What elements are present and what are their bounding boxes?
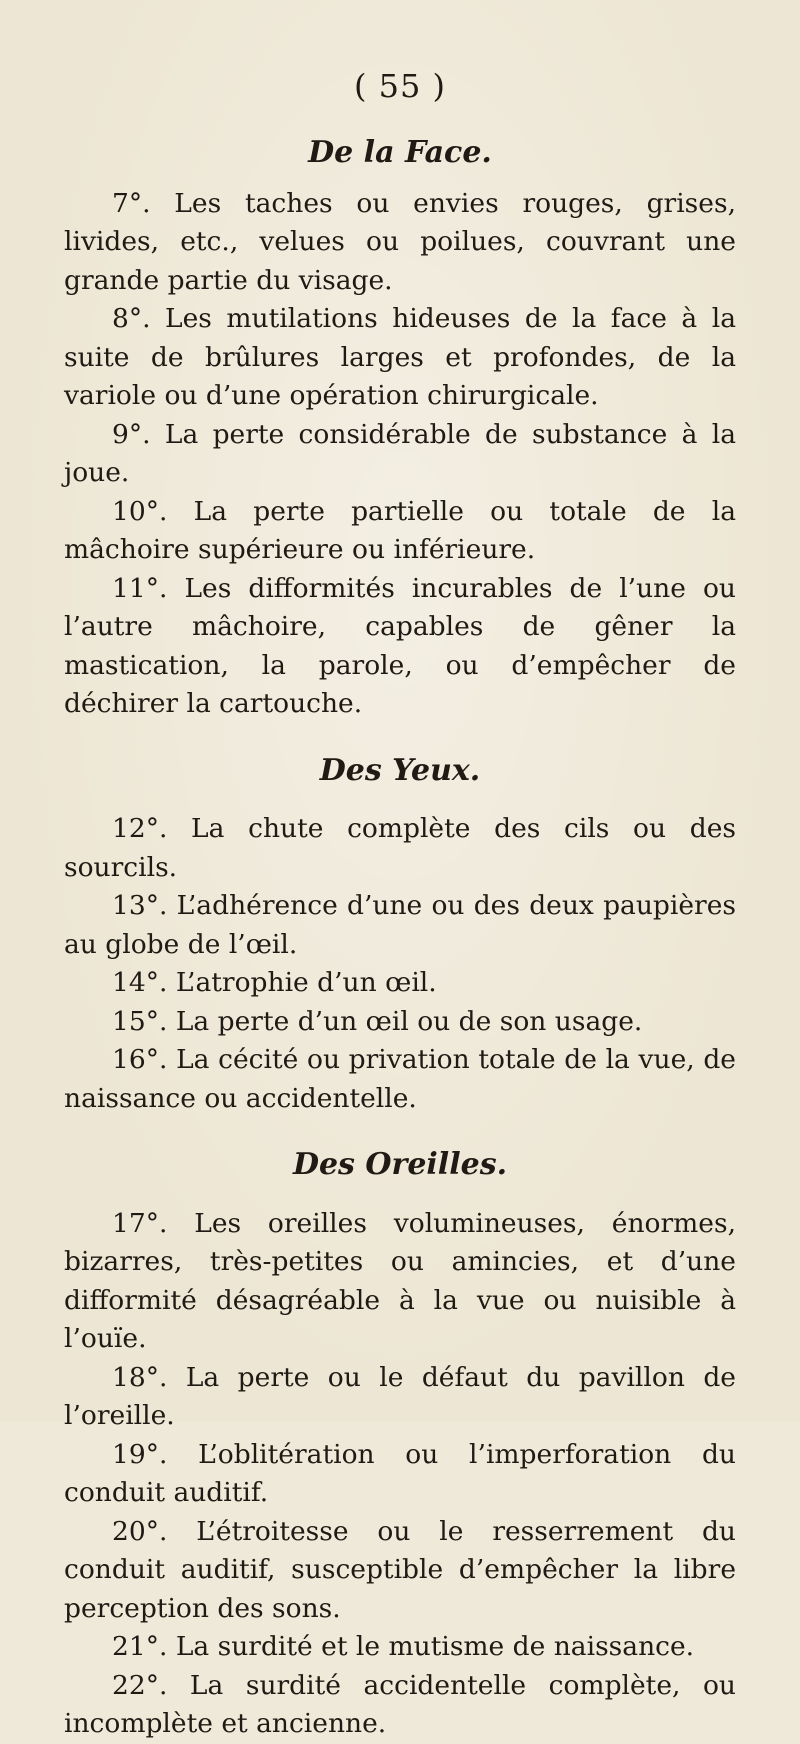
- entry-17: 17°. Les oreilles volumineuses, énormes, bizarres, très-petites ou amincies, et d’une difformité désagréable à la vue ou nuisible à l’ouïe.: [64, 1207, 736, 1354]
- entry-18: 18°. La perte ou le défaut du pavillon de l’oreille.: [64, 1361, 736, 1431]
- entry-9: 9°. La perte considérable de substance à la joue.: [64, 418, 736, 488]
- entry-21: 21°. La surdité et le mutisme de naissance.: [112, 1631, 695, 1662]
- section-yeux: [64, 754, 736, 1119]
- entry-10: 10°. La perte partielle ou totale de la mâchoire supérieure ou inférieure.: [64, 495, 736, 565]
- page-number: ( 55 ): [353, 67, 447, 105]
- entry-15: 15°. La perte d’un œil ou de son usage.: [112, 1005, 643, 1037]
- section-oreilles: [64, 1148, 736, 1744]
- entry-11: 11°. Les difformités incurables de l’une ou l’autre mâchoire, capables de gêner la mastication, la parole, ou d’empêcher de déchirer la cartouche.: [64, 572, 736, 719]
- section-face: [64, 136, 736, 724]
- section-heading-yeux: Des Yeux.: [319, 752, 481, 788]
- entry-14: 14°. L’atrophie d’un œil.: [112, 967, 437, 998]
- section-heading-face: De la Face.: [308, 135, 492, 170]
- entry-13: 13°. L’adhérence d’une ou des deux paupières au globe de l’œil.: [64, 890, 736, 960]
- entry-12: 12°. La chute complète des cils ou des sourcils.: [64, 813, 736, 883]
- entry-16: 16°. La cécité ou privation totale de la vue, de naissance ou accidentelle.: [64, 1044, 736, 1114]
- entry-7: 7°. Les taches ou envies rouges, grises, livides, etc., velues ou poilues, couvrant une grande partie du visage.: [64, 187, 736, 296]
- entry-20: 20°. L’étroitesse ou le resserrement du conduit auditif, susceptible d’empêcher la libre perception des sons.: [64, 1515, 736, 1624]
- entry-19: 19°. L’oblitération ou l’imperforation du conduit auditif.: [64, 1438, 736, 1508]
- section-heading-oreilles: Des Oreilles.: [292, 1147, 508, 1182]
- entry-22: 22°. La surdité accidentelle complète, ou incomplète et ancienne.: [64, 1669, 736, 1739]
- entry-8: 8°. Les mutilations hideuses de la face à la suite de brûlures larges et profondes, de la variole ou d’une opération chirurgicale.: [64, 303, 736, 411]
